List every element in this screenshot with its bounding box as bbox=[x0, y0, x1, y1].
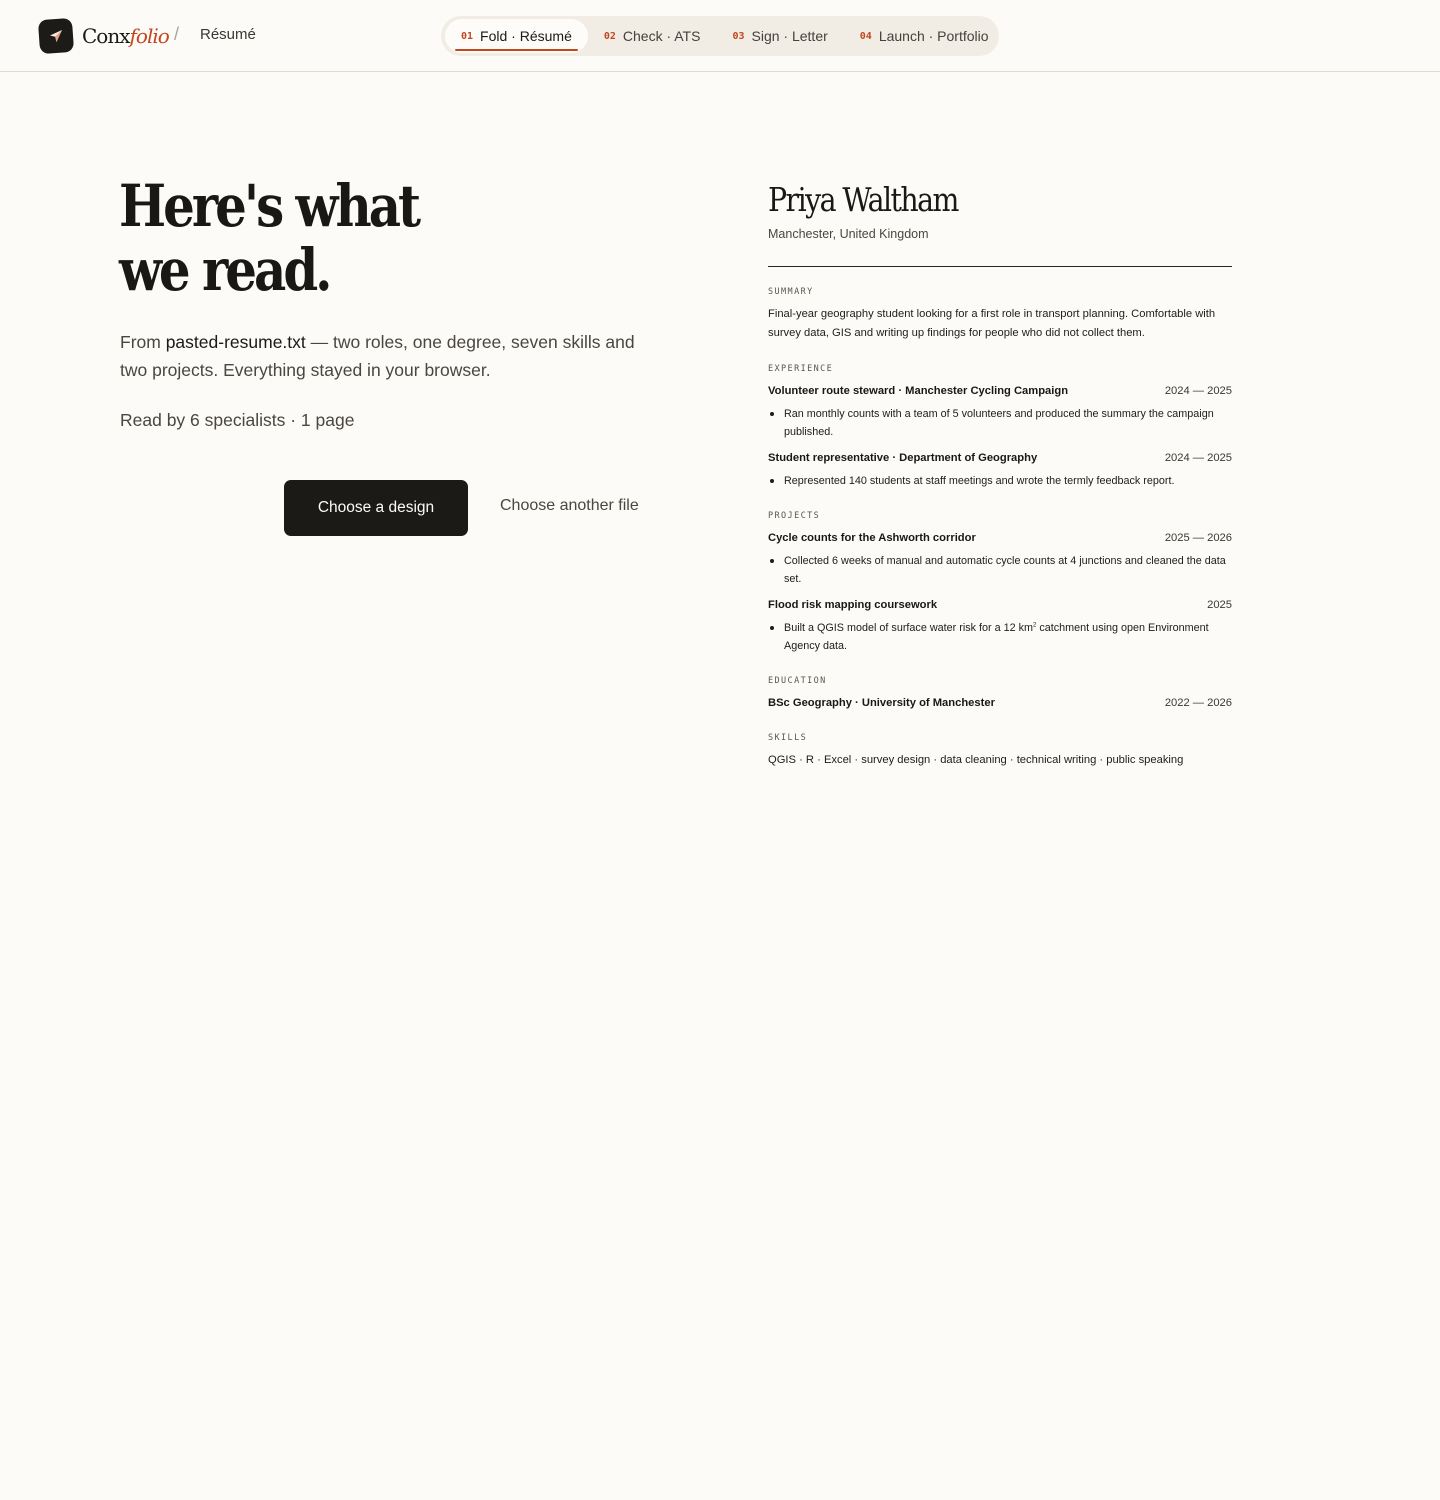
resume-skills: QGIS · R · Excel · survey design · data cleaning · technical writing · public speaking bbox=[768, 754, 1184, 766]
resume-preview bbox=[768, 178, 1232, 770]
resume-summary: Final-year geography student looking for a first role in transport planning. Comfortable with survey data, GIS and writing up findings for people who did not collect them. bbox=[768, 308, 1216, 339]
brand-name: Conxfolio bbox=[82, 24, 169, 48]
entry-title: Volunteer route steward · Manchester Cycling Campaign bbox=[768, 385, 1069, 397]
project-entry bbox=[768, 596, 1232, 655]
entry-title: BSc Geography · University of Manchester bbox=[768, 697, 995, 709]
top-bar bbox=[0, 0, 1440, 72]
resume-location: Manchester, United Kingdom bbox=[768, 227, 929, 241]
workflow-stepper bbox=[441, 16, 999, 56]
brand-logo-link[interactable] bbox=[39, 19, 169, 53]
section-title-education: EDUCATION bbox=[768, 676, 827, 686]
experience-entry bbox=[768, 449, 1232, 490]
intro-paragraph: From pasted-resume.txt — two roles, one degree, seven skills and two projects. Everything stayed in your browser. bbox=[120, 332, 635, 380]
step-launch-portfolio[interactable] bbox=[844, 19, 1005, 53]
breadcrumb-separator: / bbox=[174, 24, 180, 44]
step-label: Launch · Portfolio bbox=[878, 28, 989, 44]
section-title-projects: PROJECTS bbox=[768, 511, 821, 521]
step-label: Fold · Résumé bbox=[480, 28, 572, 44]
experience-entry bbox=[768, 382, 1232, 441]
step-fold-resume[interactable] bbox=[445, 19, 588, 53]
entry-title: Flood risk mapping coursework bbox=[768, 599, 938, 611]
entry-bullet: Ran monthly counts with a team of 5 volunteers and produced the summary the campaign published. bbox=[768, 405, 1232, 441]
step-number: 01 bbox=[461, 30, 474, 42]
source-file-name: pasted-resume.txt bbox=[165, 332, 306, 352]
step-number: 02 bbox=[603, 30, 616, 42]
resume-divider bbox=[768, 266, 1232, 267]
read-meta: Read by 6 specialists · 1 page bbox=[120, 410, 355, 430]
step-number: 03 bbox=[732, 30, 745, 42]
entry-dates: 2025 — 2026 bbox=[1164, 532, 1232, 544]
entry-dates: 2024 — 2025 bbox=[1164, 452, 1232, 464]
breadcrumb-current-page: Résumé bbox=[200, 26, 256, 43]
entry-title: Student representative · Department of Geography bbox=[768, 452, 1038, 464]
section-title-summary: SUMMARY bbox=[768, 287, 814, 297]
choose-design-button[interactable]: Choose a design bbox=[284, 480, 468, 536]
headline-line-1: Here's what bbox=[119, 172, 419, 240]
step-sign-letter[interactable] bbox=[716, 19, 843, 53]
entry-bullet: Built a QGIS model of surface water risk for a 12 $km^2$ catchment using open Environment Agency data. bbox=[768, 619, 1232, 655]
resume-name: Priya Waltham bbox=[768, 180, 958, 219]
page-headline bbox=[119, 174, 515, 302]
paper-plane-icon bbox=[38, 18, 74, 54]
choose-another-file-button[interactable]: Choose another file bbox=[500, 497, 639, 514]
step-label: Check · ATS bbox=[622, 28, 701, 44]
entry-dates: 2024 — 2025 bbox=[1164, 385, 1232, 397]
entry-bullet: Collected 6 weeks of manual and automatic cycle counts at 4 junctions and cleaned the data set. bbox=[768, 552, 1232, 588]
step-check-ats[interactable] bbox=[588, 19, 717, 53]
entry-bullet: Represented 140 students at staff meetings and wrote the termly feedback report. bbox=[768, 472, 1232, 490]
education-entry bbox=[768, 694, 1232, 712]
step-label: Sign · Letter bbox=[751, 28, 828, 44]
entry-dates: 2025 bbox=[1207, 599, 1232, 611]
step-number: 04 bbox=[859, 30, 872, 42]
entry-title: Cycle counts for the Ashworth corridor bbox=[768, 532, 976, 544]
section-title-experience: EXPERIENCE bbox=[768, 364, 834, 374]
headline-line-2: we read. bbox=[119, 236, 330, 304]
section-title-skills: SKILLS bbox=[768, 733, 808, 743]
project-entry bbox=[768, 529, 1232, 588]
entry-dates: 2022 — 2026 bbox=[1164, 697, 1232, 709]
